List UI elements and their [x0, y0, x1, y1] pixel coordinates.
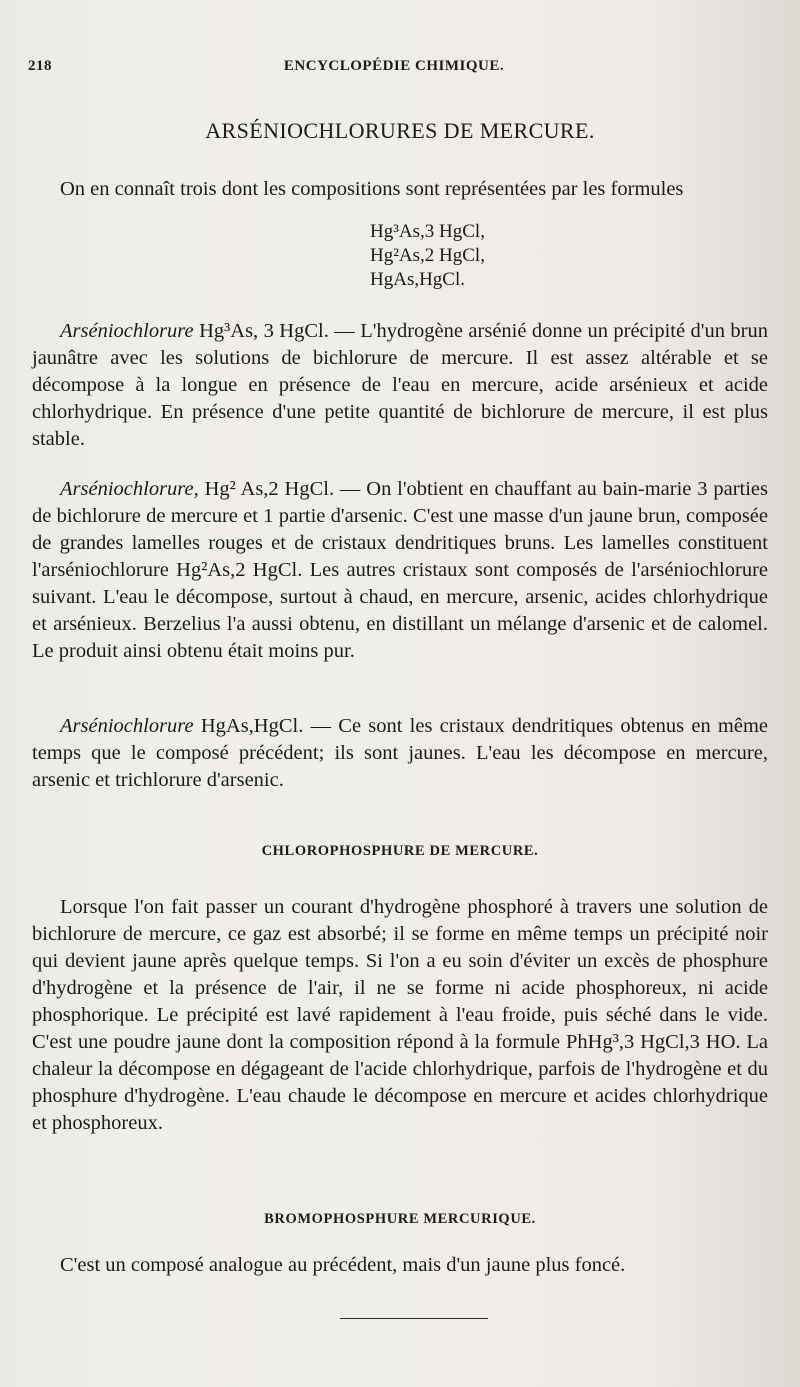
paragraph-body: Hg² As,2 HgCl. — On l'obtient en chauffant au bain-marie 3 parties de bichlorure de mercure et 1 partie d'arsenic. C'est une masse d'un jaune brun, composée de grandes lamelles rouges et de cristaux dendritiques bruns. Les lamelles constituent l'arséniochlorure Hg²As,2 HgCl. Les autres cristaux sont composés de l'arséniochlorure suivant. L'eau le décompose, surtout à chaud, en mercure, arsenic, acides chlorhydrique et arsénieux. Berzelius l'a aussi obtenu, en distillant un mélange d'arsenic et de calomel. Le produit ainsi obtenu était moins pur. — [32, 478, 768, 662]
paragraph-lead: Arséniochlorure — [60, 715, 194, 737]
paragraph-arseniochlorure-3 — [32, 713, 768, 794]
paragraph-bromophosphure: C'est un composé analogue au précédent, mais d'un jaune plus foncé. — [60, 1254, 626, 1276]
paragraph-body: HgAs,HgCl. — Ce sont les cristaux dendritiques obtenus en même temps que le composé précédent; ils sont jaunes. L'eau les décompose en mercure, arsenic et trichlorure d'arsenic. — [32, 715, 768, 791]
paragraph-arseniochlorure-1 — [32, 318, 768, 453]
intro-paragraph: On en connaît trois dont les compositions sont représentées par les formules — [60, 178, 684, 200]
paragraph-lead: Arséniochlorure — [60, 320, 194, 342]
paragraph-body: Hg³As, 3 HgCl. — L'hydrogène arsénié donne un précipité d'un brun jaunâtre avec les solutions de bichlorure de mercure. Il est assez altérable et se décompose à la longue en présence de l'eau en mercure, acide arsénieux et acide chlorhydrique. En présence d'une petite quantité de bichlorure de mercure, il est plus stable. — [32, 320, 768, 450]
formula-1: Hg³As,3 HgCl, — [370, 221, 485, 242]
paragraph-lead: Arséniochlorure, — [60, 478, 199, 500]
end-rule — [340, 1318, 488, 1319]
formula-2: Hg²As,2 HgCl, — [370, 245, 485, 266]
section-title-arseniochlorures: ARSÉNIOCHLORURES DE MERCURE. — [205, 118, 595, 143]
paragraph-chlorophosphure: Lorsque l'on fait passer un courant d'hydrogène phosphoré à travers une solution de bichlorure de mercure, ce gaz est absorbé; il se forme en même temps un précipité noir qui devient jaune après quelque temps. Si l'on a eu soin d'éviter un excès de phosphure d'hydrogène et la présence de l'air, il ne se forme ni acide phosphoreux, ni acide phosphorique. Le précipité est lavé rapidement à l'eau froide, puis séché dans le vide. C'est une poudre jaune dont la composition répond à la formule PhHg³,3 HgCl,3 HO. La chaleur la décompose en dégageant de l'acide chlorhydrique, parfois de l'hydrogène et du phosphure d'hydrogène. L'eau chaude le décompose en mercure et acides chlorhydrique et phosphoreux. — [32, 896, 768, 1134]
running-head — [28, 58, 760, 80]
running-title: ENCYCLOPÉDIE CHIMIQUE. — [283, 58, 505, 74]
paragraph-arseniochlorure-2 — [32, 476, 768, 665]
section-title-bromophosphure: BROMOPHOSPHURE MERCURIQUE. — [264, 1211, 536, 1227]
formula-3: HgAs,HgCl. — [370, 269, 466, 290]
page-number: 218 — [28, 58, 52, 74]
formula-list — [370, 220, 485, 292]
section-title-chlorophosphure: CHLOROPHOSPHURE DE MERCURE. — [261, 843, 539, 859]
